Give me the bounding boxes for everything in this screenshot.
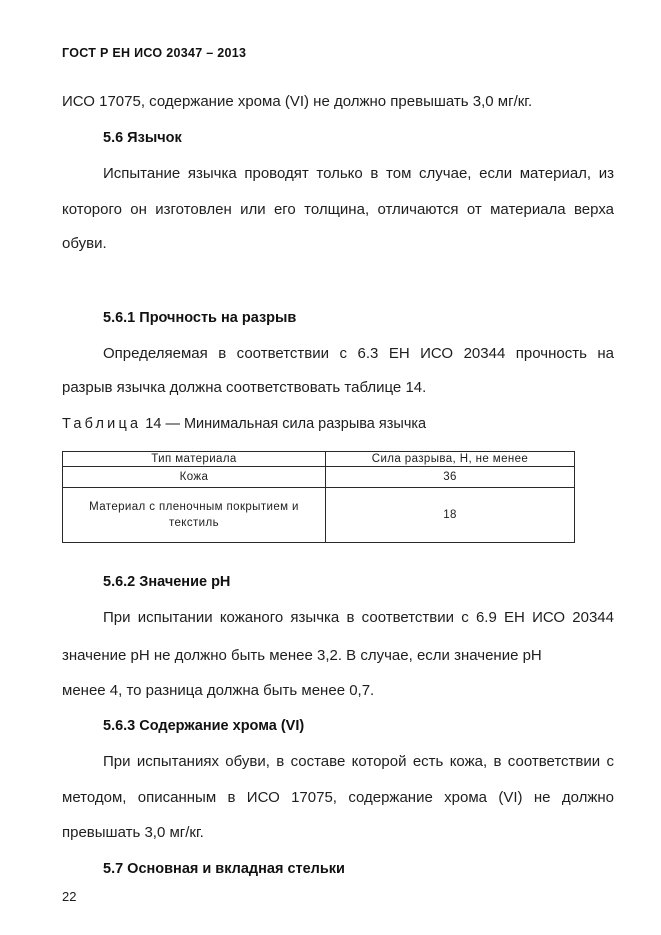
heading-5-6-2: 5.6.2 Значение pH [103, 574, 231, 590]
heading-5-7: 5.7 Основная и вкладная стельки [103, 861, 345, 877]
para-5-6-1-line-1: Определяемая в соответствии с 6.3 ЕН ИСО 20344 прочность на [103, 345, 614, 362]
para-5-6-3-line-3: превышать 3,0 мг/кг. [62, 824, 204, 841]
table-caption-prefix: Таблица [62, 416, 142, 432]
table-row [63, 467, 575, 488]
table-header-material: Тип материала [63, 452, 326, 467]
table-cell-material [63, 488, 326, 543]
para-5-6-line-1: Испытание язычка проводят только в том случае, если материал, из [103, 165, 614, 182]
table-row [63, 488, 575, 543]
table-cell-material-line-1: Материал с пленочным покрытием и [89, 501, 299, 514]
para-5-6-2-line-1: При испытании кожаного язычка в соответствии с 6.9 ЕН ИСО 20344 [103, 609, 614, 626]
document-header: ГОСТ Р ЕН ИСО 20347 – 2013 [62, 46, 247, 60]
continuation-text: ИСО 17075, содержание хрома (VI) не должно превышать 3,0 мг/кг. [62, 93, 533, 110]
para-5-6-1-line-2: разрыв язычка должна соответствовать таблице 14. [62, 379, 427, 396]
table-14 [62, 451, 575, 543]
heading-5-6-3: 5.6.3 Содержание хрома (VI) [103, 718, 305, 734]
table-header-row [63, 452, 575, 467]
para-5-6-line-3: обуви. [62, 235, 107, 252]
table-caption [62, 415, 426, 433]
para-5-6-line-2: которого он изготовлен или его толщина, отличаются от материала верха [62, 201, 614, 218]
heading-5-6-1: 5.6.1 Прочность на разрыв [103, 310, 297, 326]
para-5-6-2-line-3: менее 4, то разница должна быть менее 0,7. [62, 682, 375, 699]
table-cell-material: Кожа [63, 467, 326, 488]
para-5-6-2-line-2: значение pH не должно быть менее 3,2. В случае, если значение pH [62, 647, 542, 664]
table-cell-material-line-2: текстиль [168, 517, 220, 530]
para-5-6-3-line-2: методом, описанным в ИСО 17075, содержание хрома (VI) не должно [62, 789, 614, 806]
heading-5-6: 5.6 Язычок [103, 130, 182, 146]
table-cell-force: 36 [326, 467, 575, 488]
table-cell-force: 18 [326, 488, 575, 543]
page-number: 22 [62, 889, 77, 904]
para-5-6-3-line-1: При испытаниях обуви, в составе которой есть кожа, в соответствии с [103, 753, 614, 770]
table-header-force: Сила разрыва, Н, не менее [326, 452, 575, 467]
table-caption-text: 14 — Минимальная сила разрыва язычка [141, 416, 427, 432]
